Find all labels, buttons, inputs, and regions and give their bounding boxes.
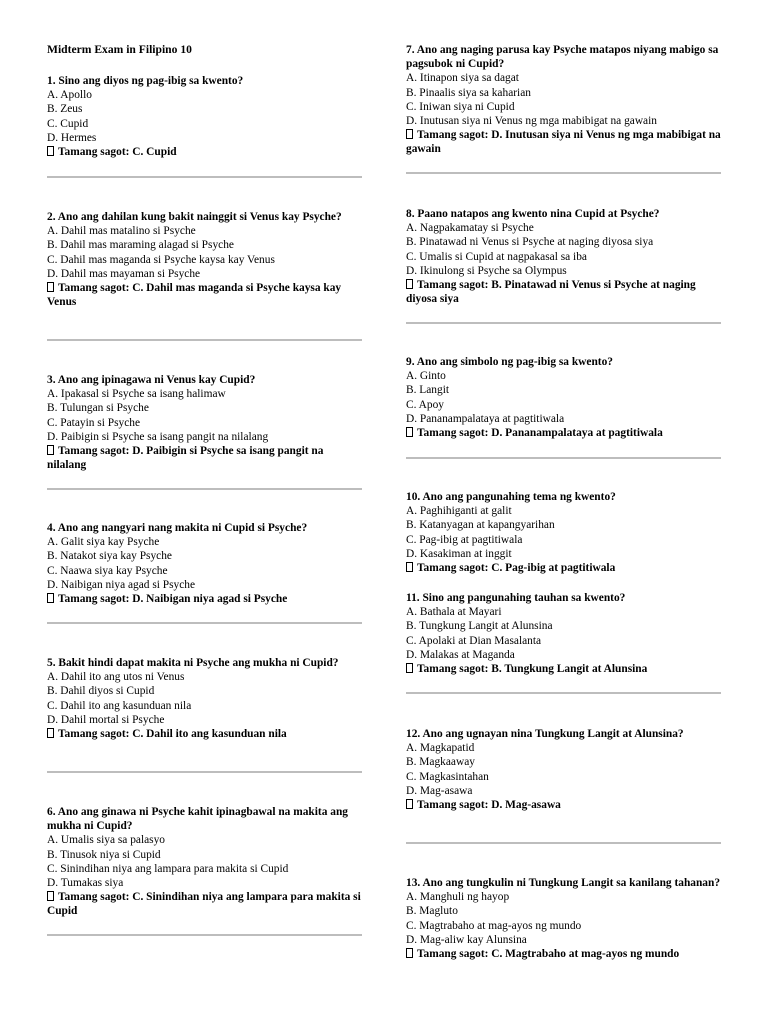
answer-text: Tamang sagot: D. Inutusan siya ni Venus ng mga mabibigat na gawain	[406, 129, 721, 156]
choice-item: B. Katanyagan at kapangyarihan	[406, 519, 555, 532]
choice-item: A. Galit siya kay Psyche	[47, 536, 160, 549]
choice-list	[47, 387, 362, 444]
checkmark-icon	[47, 728, 54, 738]
choice-list	[47, 88, 362, 145]
choice-list	[47, 224, 362, 281]
choice-item: C. Cupid	[47, 117, 89, 130]
choice-item: A. Manghuli ng hayop	[406, 891, 510, 904]
choice-item: A. Apollo	[47, 89, 92, 102]
answer-line	[47, 727, 362, 741]
answer-text: Tamang sagot: D. Mag-asawa	[417, 799, 561, 812]
checkmark-icon	[47, 593, 54, 603]
question-block	[406, 591, 721, 676]
choice-item: B. Natakot siya kay Psyche	[47, 550, 172, 563]
checkmark-icon	[47, 146, 54, 156]
choice-item: B. Magkaaway	[406, 756, 475, 769]
checkmark-icon	[406, 279, 413, 289]
choice-item: B. Langit	[406, 384, 450, 397]
choice-item: D. Dahil mortal si Psyche	[47, 713, 165, 726]
checkmark-icon	[47, 282, 54, 292]
choice-item: C. Naawa siya kay Psyche	[47, 564, 168, 577]
page-title: Midterm Exam in Filipino 10	[47, 43, 192, 56]
answer-line	[406, 662, 721, 676]
choice-item: C. Pag-ibig at pagtitiwala	[406, 533, 523, 546]
answer-text: Tamang sagot: C. Pag-ibig at pagtitiwala	[417, 562, 616, 575]
question-block	[406, 490, 721, 575]
answer-text: Tamang sagot: C. Sinindihan niya ang lampara para makita si Cupid	[47, 891, 361, 918]
choice-item: D. Kasakiman at inggit	[406, 547, 512, 560]
choice-list	[406, 605, 721, 662]
choice-item: C. Umalis si Cupid at nagpakasal sa iba	[406, 250, 587, 263]
choice-item: D. Inutusan siya ni Venus ng mga mabibigat na gawain	[406, 115, 657, 128]
choice-item: A. Dahil ito ang utos ni Venus	[47, 671, 185, 684]
answer-line	[406, 798, 721, 812]
choice-item: D. Paibigin si Psyche sa isang pangit na nilalang	[47, 430, 269, 443]
question-block	[406, 43, 721, 157]
answer-line	[406, 561, 721, 575]
question-text: 13. Ano ang tungkulin ni Tungkung Langit sa kanilang tahanan?	[406, 877, 721, 889]
choice-list	[47, 833, 362, 890]
answer-text: Tamang sagot: B. Tungkung Langit at Alunsina	[417, 663, 648, 676]
choice-item: B. Pinaalis siya sa kaharian	[406, 86, 531, 99]
question-block	[47, 656, 362, 741]
checkmark-icon	[406, 427, 413, 437]
choice-item: D. Pananampalataya at pagtitiwala	[406, 412, 565, 425]
choice-item: C. Apolaki at Dian Masalanta	[406, 634, 542, 647]
choice-item: A. Itinapon siya sa dagat	[406, 72, 519, 85]
section-divider	[406, 842, 721, 844]
choice-item: A. Magkapatid	[406, 742, 475, 755]
answer-line	[47, 444, 362, 472]
checkmark-icon	[47, 891, 54, 901]
choice-item: D. Naibigan niya agad si Psyche	[47, 578, 196, 591]
section-divider	[47, 176, 362, 178]
choice-list	[406, 369, 721, 426]
answer-text: Tamang sagot: C. Magtrabaho at mag-ayos ng mundo	[417, 948, 680, 961]
section-divider	[406, 172, 721, 174]
answer-text: Tamang sagot: C. Cupid	[58, 146, 177, 159]
section-divider	[47, 339, 362, 341]
section-divider	[47, 934, 362, 936]
question-block	[47, 373, 362, 472]
choice-item: B. Pinatawad ni Venus si Psyche at naging diyosa siya	[406, 236, 654, 249]
checkmark-icon	[406, 129, 413, 139]
question-block	[47, 210, 362, 309]
section-divider	[47, 488, 362, 490]
choice-item: A. Ginto	[406, 370, 446, 383]
answer-line	[47, 890, 362, 918]
question-block	[406, 876, 721, 961]
question-block	[406, 355, 721, 440]
question-text: 12. Ano ang ugnayan nina Tungkung Langit at Alunsina?	[406, 728, 684, 740]
choice-item: C. Iniwan siya ni Cupid	[406, 100, 515, 113]
section-divider	[406, 322, 721, 324]
section-divider	[406, 692, 721, 694]
choice-item: B. Dahil diyos si Cupid	[47, 685, 155, 698]
choice-item: C. Sinindihan niya ang lampara para makita si Cupid	[47, 862, 289, 875]
choice-item: D. Mag-aliw kay Alunsina	[406, 933, 527, 946]
choice-item: C. Apoy	[406, 398, 444, 411]
choice-item: B. Tulungan si Psyche	[47, 402, 149, 415]
choice-item: D. Dahil mas mayaman si Psyche	[47, 267, 201, 280]
choice-item: A. Bathala at Mayari	[406, 606, 502, 619]
choice-item: A. Ipakasal si Psyche sa isang halimaw	[47, 388, 226, 401]
answer-text: Tamang sagot: D. Pananampalataya at pagtitiwala	[417, 427, 663, 440]
checkmark-icon	[406, 663, 413, 673]
question-text: 11. Sino ang pangunahing tauhan sa kwento?	[406, 592, 626, 604]
choice-list	[406, 504, 721, 561]
choice-item: A. Nagpakamatay si Psyche	[406, 222, 534, 235]
section-divider	[47, 771, 362, 773]
checkmark-icon	[47, 445, 54, 455]
choice-item: B. Dahil mas maraming alagad si Psyche	[47, 239, 234, 252]
choice-item: D. Hermes	[47, 131, 97, 144]
choice-item: B. Tinusok niya si Cupid	[47, 848, 161, 861]
checkmark-icon	[406, 562, 413, 572]
choice-list	[47, 535, 362, 592]
choice-item: C. Magkasintahan	[406, 770, 489, 783]
choice-item: D. Ikinulong si Psyche sa Olympus	[406, 264, 567, 277]
answer-line	[406, 278, 721, 306]
choice-item: A. Dahil mas matalino si Psyche	[47, 225, 196, 238]
choice-item: B. Magluto	[406, 905, 458, 918]
question-block	[47, 521, 362, 606]
answer-line	[406, 128, 721, 156]
question-text: 5. Bakit hindi dapat makita ni Psyche ang mukha ni Cupid?	[47, 657, 339, 669]
choice-item: D. Tumakas siya	[47, 877, 124, 890]
answer-line	[47, 592, 362, 606]
choice-list	[406, 890, 721, 947]
answer-line	[47, 281, 362, 309]
choice-item: A. Umalis siya sa palasyo	[47, 834, 165, 847]
answer-text: Tamang sagot: B. Pinatawad ni Venus si Psyche at naging diyosa siya	[406, 279, 696, 306]
section-divider	[47, 622, 362, 624]
answer-text: Tamang sagot: D. Naibigan niya agad si Psyche	[58, 593, 288, 606]
answer-line	[406, 426, 721, 440]
choice-item: B. Tungkung Langit at Alunsina	[406, 620, 553, 633]
choice-item: C. Dahil ito ang kasunduan nila	[47, 699, 192, 712]
choice-item: C. Magtrabaho at mag-ayos ng mundo	[406, 919, 582, 932]
question-text: 9. Ano ang simbolo ng pag-ibig sa kwento?	[406, 356, 613, 368]
choice-list	[47, 670, 362, 727]
choice-item: D. Malakas at Maganda	[406, 648, 515, 661]
checkmark-icon	[406, 799, 413, 809]
question-block	[47, 805, 362, 919]
answer-text: Tamang sagot: D. Paibigin si Psyche sa isang pangit na nilalang	[47, 445, 324, 472]
section-divider	[406, 457, 721, 459]
choice-list	[406, 71, 721, 128]
answer-line	[47, 145, 362, 159]
question-block	[406, 207, 721, 306]
choice-list	[406, 741, 721, 798]
question-text: 2. Ano ang dahilan kung bakit nainggit si Venus kay Psyche?	[47, 211, 342, 223]
answer-line	[406, 947, 721, 961]
choice-list	[406, 221, 721, 278]
question-block	[47, 74, 362, 159]
choice-item: C. Patayin si Psyche	[47, 416, 141, 429]
answer-text: Tamang sagot: C. Dahil ito ang kasunduan nila	[58, 728, 287, 741]
checkmark-icon	[406, 948, 413, 958]
question-block	[406, 727, 721, 812]
question-text: 1. Sino ang diyos ng pag-ibig sa kwento?	[47, 75, 244, 87]
choice-item: C. Dahil mas maganda si Psyche kaysa kay Venus	[47, 253, 275, 266]
choice-item: D. Mag-asawa	[406, 784, 473, 797]
question-text: 8. Paano natapos ang kwento nina Cupid at Psyche?	[406, 208, 660, 220]
question-text: 7. Ano ang naging parusa kay Psyche matapos niyang mabigo sa pagsubok ni Cupid?	[406, 44, 719, 71]
question-text: 6. Ano ang ginawa ni Psyche kahit ipinagbawal na makita ang mukha ni Cupid?	[47, 806, 348, 833]
choice-item: B. Zeus	[47, 103, 83, 116]
question-text: 4. Ano ang nangyari nang makita ni Cupid si Psyche?	[47, 522, 308, 534]
question-text: 10. Ano ang pangunahing tema ng kwento?	[406, 491, 616, 503]
choice-item: A. Paghihiganti at galit	[406, 505, 512, 518]
question-text: 3. Ano ang ipinagawa ni Venus kay Cupid?	[47, 374, 256, 386]
answer-text: Tamang sagot: C. Dahil mas maganda si Psyche kaysa kay Venus	[47, 282, 342, 309]
